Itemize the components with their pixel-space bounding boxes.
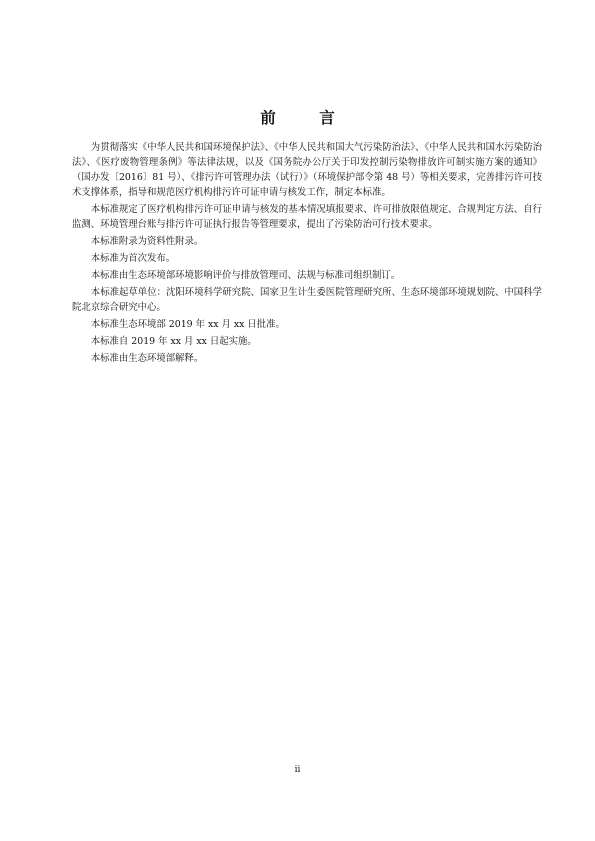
page-number: ii	[294, 765, 301, 775]
paragraph-drafting-units: 本标准起草单位：沈阳环境科学研究院、国家卫生计生委医院管理研究所、生态环境部环境规划院、中国科学院北京综合研究中心。	[72, 287, 542, 313]
paragraph-first-release: 本标准为首次发布。	[90, 253, 176, 264]
paragraph-scope: 本标准规定了医疗机构排污许可证申请与核发的基本情况填报要求、许可排放限值规定、合规判定方法、自行监测、环境管理台账与排污许可证执行报告等管理要求，提出了污染防治可行技术要求。	[72, 204, 542, 230]
paragraph-organizer: 本标准由生态环境部环境影响评价与排放管理司、法规与标准司组织制订。	[90, 270, 401, 281]
paragraph-approval-date: 本标准生态环境部 2019 年 xx 月 xx 日批准。	[90, 319, 285, 330]
paragraph-interpretation: 本标准由生态环境部解释。	[90, 353, 204, 364]
page-title: 前 言	[260, 109, 349, 127]
paragraph-purpose: 为贯彻落实《中华人民共和国环境保护法》、《中华人民共和国大气污染防治法》、《中华人民共和国水污染防治法》、《医疗废物管理条例》等法律法规，以及《国务院办公厅关于印发控制污染物排放许可制实施方案的通知》（国办发〔2016〕81 号）、《排污许可管理办法（试行）》（环境保护部令第 48 号）等相关要求，完善排污许可技术支撑体系，指导和规范医疗机构排污许可证申请与核发工作，制定本标准。	[72, 142, 542, 198]
foreword-body	[72, 140, 542, 368]
paragraph-appendix: 本标准附录为资料性附录。	[90, 236, 204, 247]
paragraph-effective-date: 本标准自 2019 年 xx 月 xx 日起实施。	[90, 336, 257, 347]
